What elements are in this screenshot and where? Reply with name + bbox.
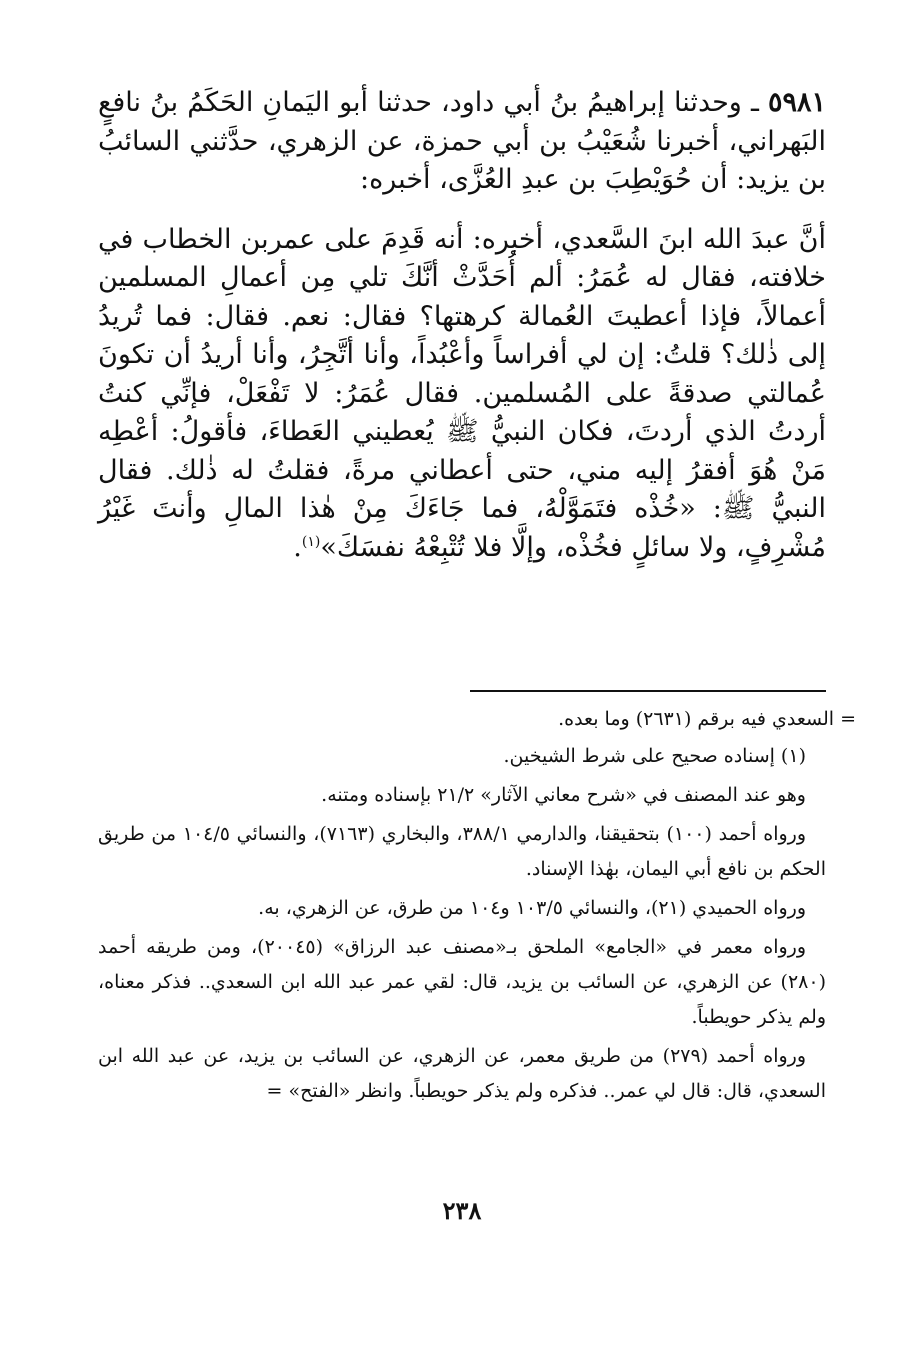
footnote-1-paragraph-1: وهو عند المصنف في «شرح معاني الآثار» ٢١/٢ بإسناده ومتنه. — [321, 784, 806, 806]
hadith-isnad: ـ وحدثنا إبراهيمُ بنُ أبي داود، حدثنا أبو اليَمانِ الحَكَمُ بنُ نافعٍ البَهراني، أخبرنا شُعَيْبُ بن أبي حمزة، عن الزهري، حدَّثني السائبُ بن يزيد: أن حُوَيْطِبَ بن عبدِ العُزَّى، أخبره: — [98, 87, 826, 195]
footnote-marker: (١) — [301, 533, 321, 550]
footnote-separator — [470, 690, 826, 692]
footnote-1-paragraph-5-text: ورواه أحمد (٢٧٩) من طريق معمر، عن الزهري، عن السائب بن يزيد، عن عبد الله ابن السعدي، قال: قال لي عمر.. فذكره ولم يذكر حويطباً. وانظر «الفتح» — [98, 1045, 826, 1102]
hadith-matn: أنَّ عبدَ الله ابنَ السَّعدي، أخبره: أنه قَدِمَ على عمربن الخطاب في خلافته، فقال له عُمَرُ: ألم أُحَدَّثْ أنَّكَ تلي مِن أعمالِ المسلمين أعمالاً، فإذا أعطيتَ العُمالة كرهتها؟ فقال: نعم. فقال: فما تُريدُ إلى ذٰلك؟ قلتُ: إن لي أفراساً وأعْبُداً، وأنا أتَّجِرُ، وأنا أريدُ أن تكونَ عُمالتي صدقةً على المُسلمين. فقال عُمَرُ: لا تَفْعَلْ، فإنِّي كنتُ أردتُ الذي أردتَ، فكان النبيُّ ﷺ يُعطيني العَطاءَ، فأقولُ: أعْطِه مَنْ هُوَ أفقرُ إليه مني، حتى أعطاني مرةً، فقلتُ له ذٰلك. فقال النبيُّ ﷺ: «خُذْه فتَمَوَّلْهُ، فما جَاءَكَ مِنْ هٰذا المالِ وأنتَ غَيْرُ مُشْرِفٍ، ولا سائلٍ فخُذْه، وإلَّا فلا تُتْبِعْهُ نفسَكَ» — [98, 223, 826, 563]
hadith-number: ٥٩٨١ — [767, 87, 826, 118]
footnote-1-paragraph-4: ورواه معمر في «الجامع» الملحق بـ«مصنف عبد الرزاق» (٢٠٠٤٥)، ومن طريقه أحمد (٢٨٠) عن الزهري، عن السائب بن يزيد، قال: لقي عمر عبد الله ابن السعدي.. فذكر معناه، ولم يذكر حويطباً. — [98, 936, 826, 1028]
continuation-text: السعدي فيه برقم (٢٦٣١) وما بعده. — [558, 708, 835, 730]
footnotes — [98, 702, 856, 1109]
hadith-matn-paragraph — [98, 221, 826, 568]
footnote-1-paragraph-3: ورواه الحميدي (٢١)، والنسائي ١٠٣/٥ و١٠٤ من طرق، عن الزهري، به. — [258, 897, 806, 919]
hadith-isnad-paragraph — [98, 84, 826, 200]
footnote-continuation — [98, 702, 856, 737]
continuation-marker: = — [840, 708, 856, 730]
main-text — [98, 84, 826, 567]
hadith-end: . — [293, 531, 302, 563]
footnote-1-paragraph-5 — [98, 1039, 826, 1109]
page-number: ٢٣٨ — [442, 1196, 482, 1225]
footnote-1-reference: (١) إسناده صحيح على شرط الشيخين. — [503, 745, 806, 767]
footnote-1-paragraph-2: ورواه أحمد (١٠٠) بتحقيقنا، والدارمي ٣٨٨/١، والبخاري (٧١٦٣)، والنسائي ١٠٤/٥ من طريق الحكم بن نافع أبي اليمان، بهٰذا الإسناد. — [98, 823, 826, 880]
continued-marker: = — [266, 1080, 283, 1102]
